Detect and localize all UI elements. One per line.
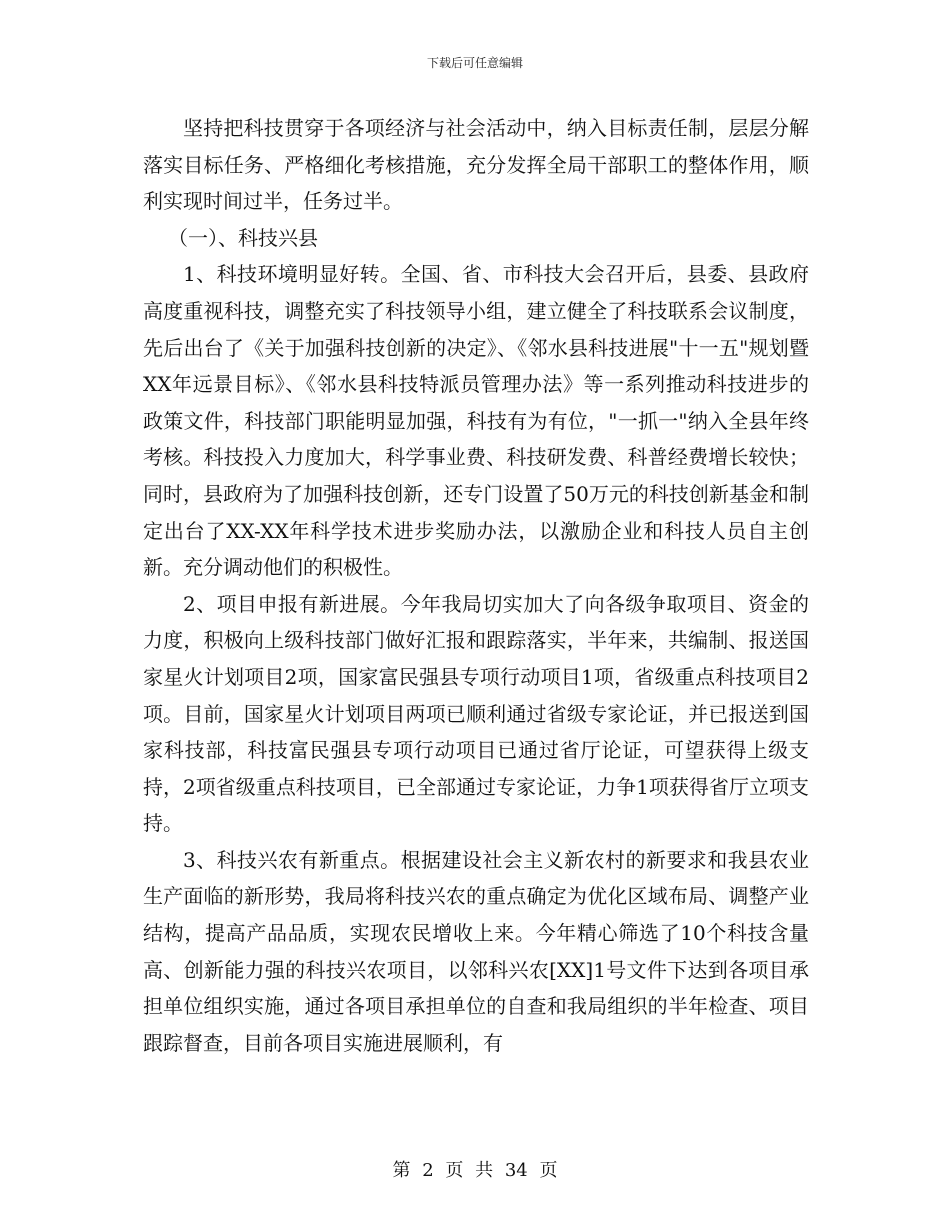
page-header: 下载后可任意编辑: [426, 56, 523, 70]
body-paragraph-item-3: 3、科技兴农有新重点。根据建设社会主义新农村的新要求和我县农业生产面临的新形势，我局将科技兴农的重点确定为优化区域布局、调整产业结构，提高产品品质，实现农民增收上来。今年精心筛选了10个科技含量高、创新能力强的科技兴农项目，以邻科兴农[XX]1号文件下达到各项目承担单位组织实施，通过各项目承担单位的自查和我局组织的半年检查、项目跟踪督查，目前各项目实施进展顺利，有: [143, 847, 809, 1055]
body-paragraph-item-1: 1、科技环境明显好转。全国、省、市科技大会召开后，县委、县政府高度重视科技，调整充实了科技领导小组，建立健全了科技联系会议制度，先后出台了《关于加强科技创新的决定》、《邻水县科技进展"十一五"规划暨XX年远景目标》、《邻水县科技特派员管理办法》等一系列推动科技进步的政策文件，科技部门职能明显加强，科技有为有位，"一抓一"纳入全县年终考核。科技投入力度加大，科学事业费、科技研发费、科普经费增长较快；同时，县政府为了加强科技创新，还专门设置了50万元的科技创新基金和制定出台了XX-XX年科学技术进步奖励办法，以激励企业和科技人员自主创新。充分调动他们的积极性。: [143, 262, 809, 580]
body-paragraph-item-2: 2、项目申报有新进展。今年我局切实加大了向各级争取项目、资金的力度，积极向上级科技部门做好汇报和跟踪落实，半年来，共编制、报送国家星火计划项目2项，国家富民强县专项行动项目1项，省级重点科技项目2项。目前，国家星火计划项目两项已顺利通过省级专家论证，并已报送到国家科技部，科技富民强县专项行动项目已通过省厅论证，可望获得上级支持，2项省级重点科技项目，已全部通过专家论证，力争1项获得省厅立项支持。: [143, 591, 809, 836]
page-footer: 第 2 页 共 34 页: [392, 1160, 558, 1181]
document-body: [143, 110, 809, 1061]
section-heading: （一）、科技兴县: [168, 225, 318, 250]
body-paragraph-intro: 坚持把科技贯穿于各项经济与社会活动中，纳入目标责任制，层层分解落实目标任务、严格细化考核措施，充分发挥全局干部职工的整体作用，顺利实现时间过半，任务过半。: [143, 116, 809, 214]
